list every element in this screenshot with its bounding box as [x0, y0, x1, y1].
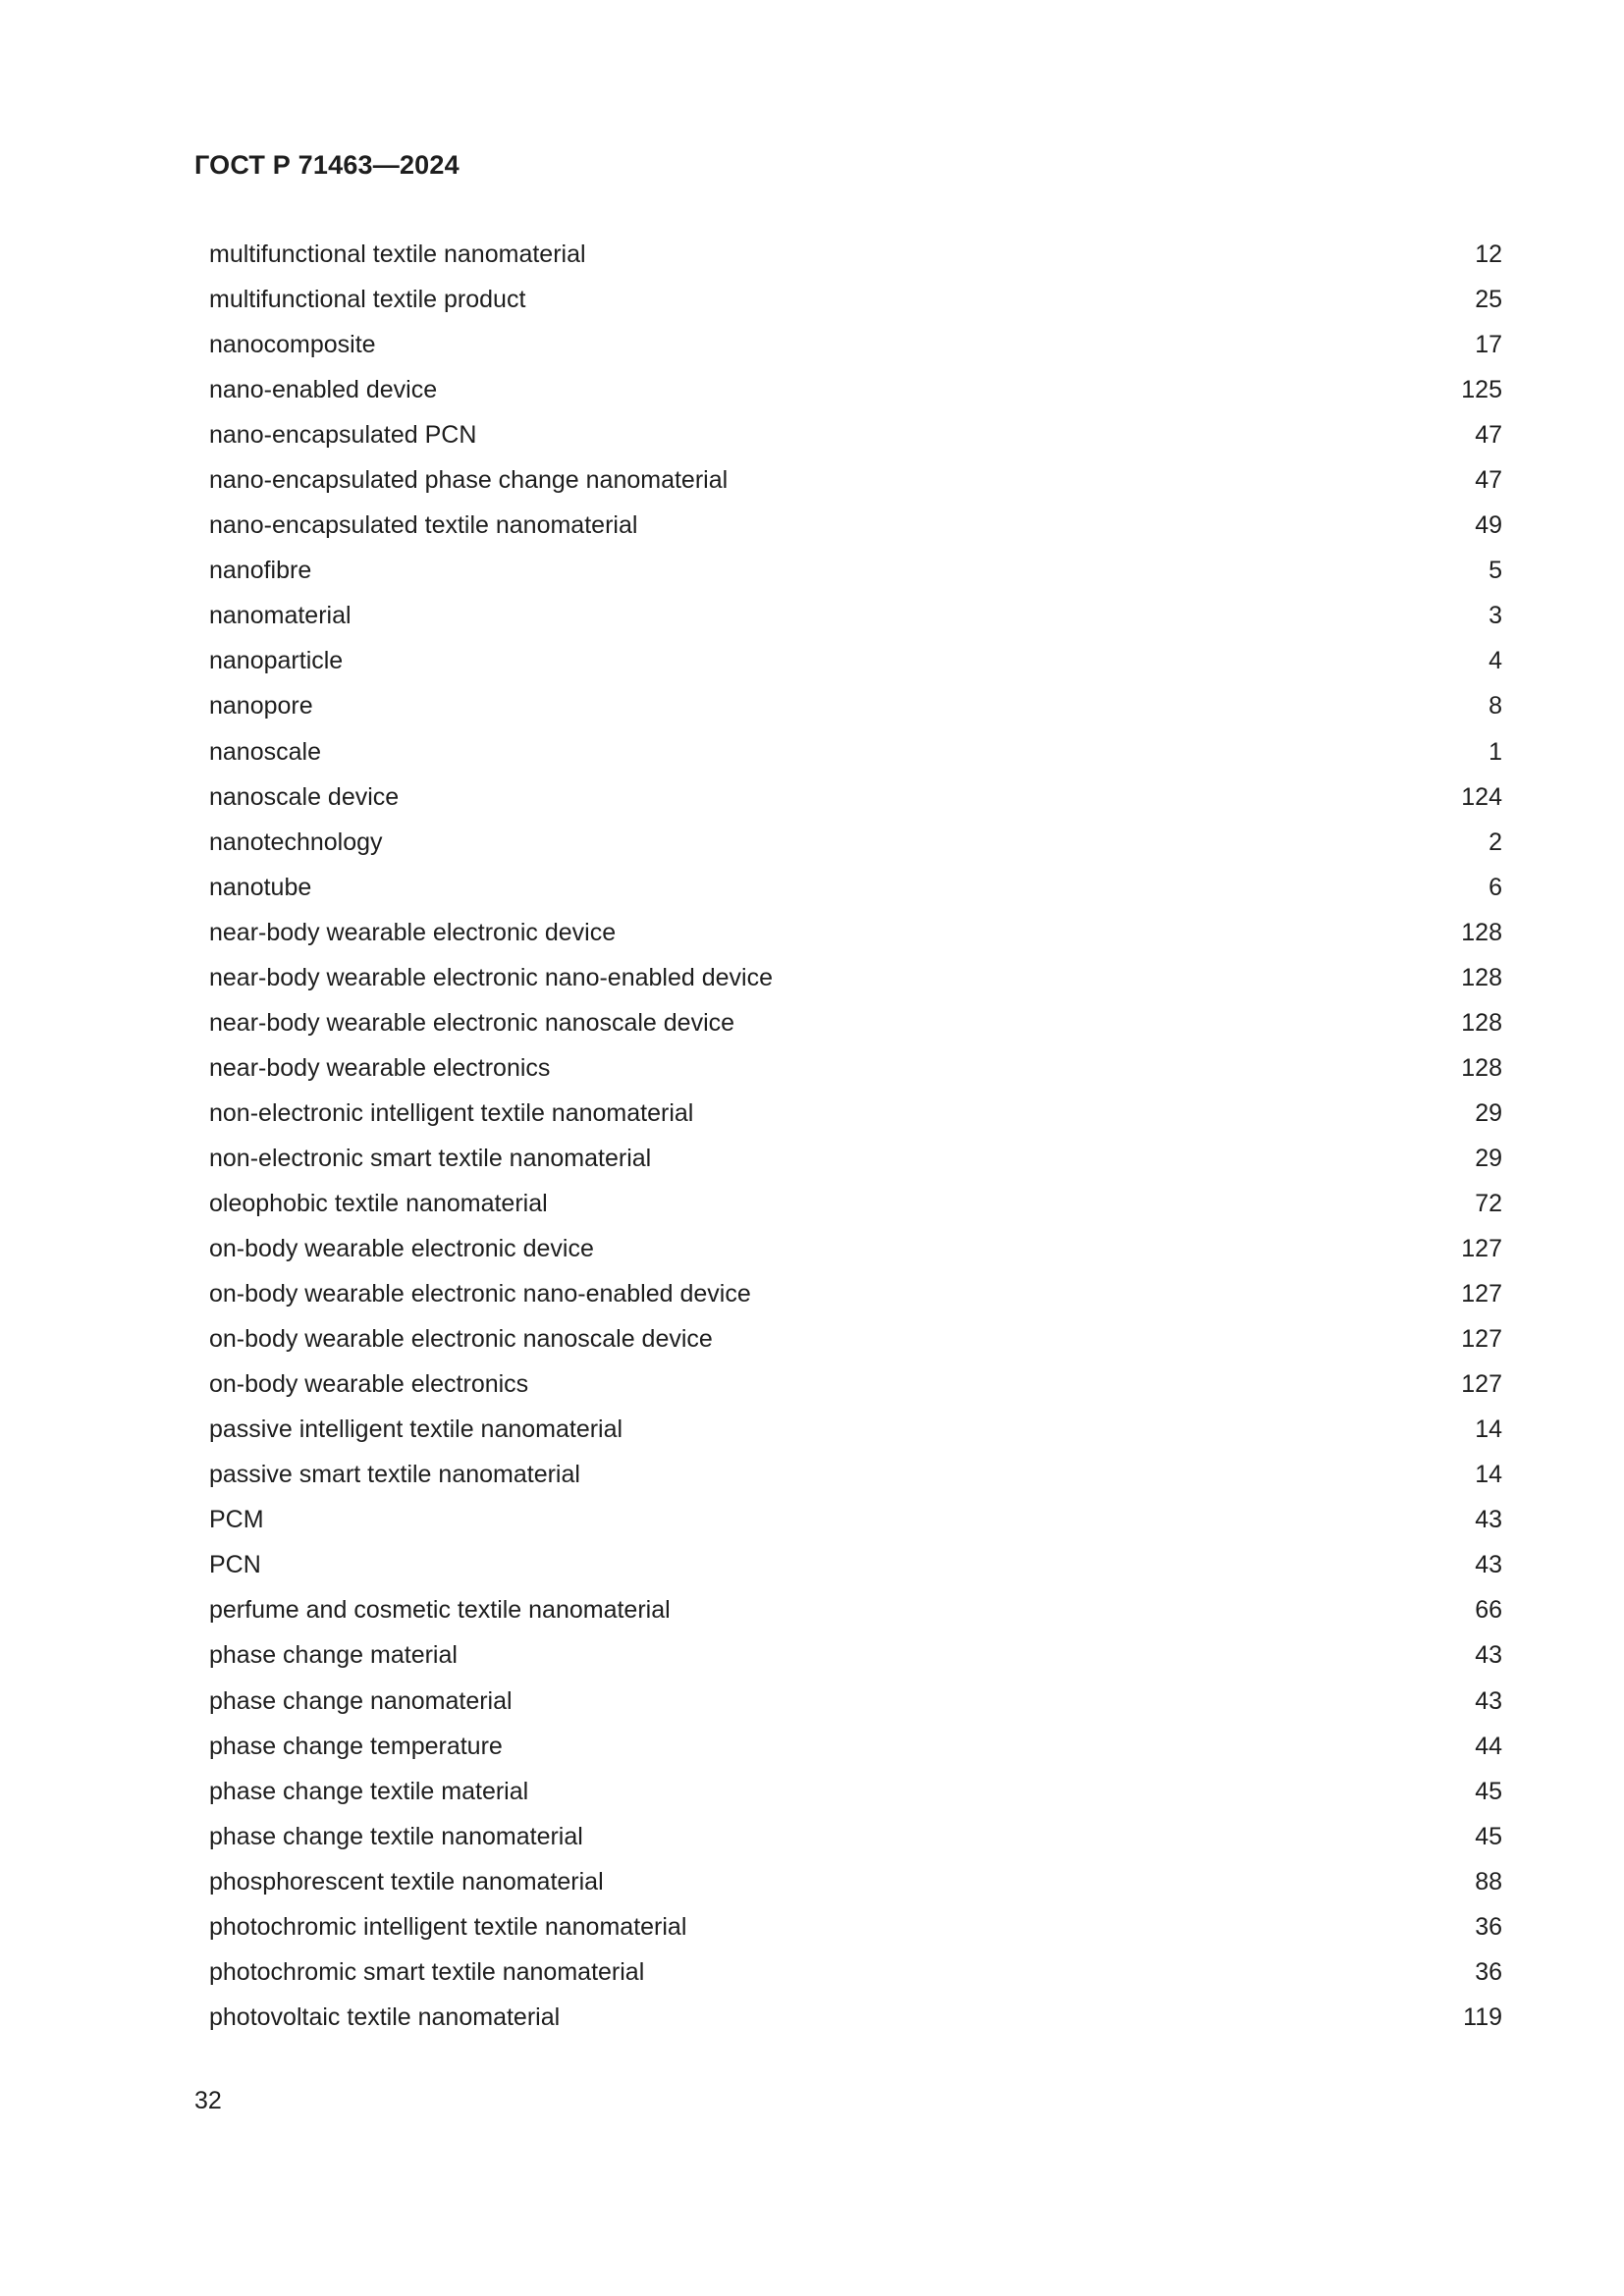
index-entry [209, 1542, 1502, 1587]
index-term: nanotechnology [209, 828, 383, 856]
index-number: 36 [1475, 1957, 1502, 1986]
index-term: on-body wearable electronic nanoscale device [209, 1325, 713, 1354]
index-term: nanoparticle [209, 647, 344, 675]
index-entry [209, 1226, 1502, 1271]
index-term: multifunctional textile product [209, 286, 526, 314]
index-entry [209, 1724, 1502, 1769]
index-number: 3 [1489, 602, 1502, 630]
index-number: 127 [1461, 1325, 1502, 1354]
index-term: nano-encapsulated PCN [209, 421, 477, 450]
index-term: photochromic intelligent textile nanomaterial [209, 1912, 687, 1941]
index-entry [209, 232, 1502, 277]
index-entry [209, 683, 1502, 728]
index-term: near-body wearable electronic device [209, 918, 617, 946]
index-entry [209, 1814, 1502, 1859]
index-entry [209, 1181, 1502, 1226]
index-number: 43 [1475, 1551, 1502, 1579]
index-number: 6 [1489, 873, 1502, 901]
index-number: 45 [1475, 1822, 1502, 1850]
index-entry [209, 865, 1502, 910]
index-entry [209, 548, 1502, 593]
index-entry [209, 1000, 1502, 1045]
index-number: 17 [1475, 331, 1502, 359]
index-entry [209, 277, 1502, 322]
index-entry [209, 1316, 1502, 1362]
index-term: perfume and cosmetic textile nanomaterial [209, 1596, 671, 1625]
index-number: 2 [1489, 828, 1502, 856]
index-term: photovoltaic textile nanomaterial [209, 2002, 561, 2031]
index-entry [209, 638, 1502, 683]
index-number: 36 [1475, 1912, 1502, 1941]
index-entry [209, 1949, 1502, 1995]
index-entry [209, 955, 1502, 1000]
index-term: oleophobic textile nanomaterial [209, 1189, 548, 1217]
index-number: 72 [1475, 1189, 1502, 1217]
index-entry [209, 1091, 1502, 1136]
index-entry [209, 1136, 1502, 1181]
index-number: 124 [1461, 782, 1502, 811]
index-entry [209, 1769, 1502, 1814]
index-number: 12 [1475, 240, 1502, 268]
index-term: phase change textile nanomaterial [209, 1822, 583, 1850]
index-term: nanopore [209, 692, 313, 721]
index-number: 1 [1489, 737, 1502, 766]
index-number: 29 [1475, 1098, 1502, 1127]
index-number: 128 [1461, 1008, 1502, 1037]
index-entry [209, 322, 1502, 367]
index-term: passive intelligent textile nanomaterial [209, 1415, 623, 1444]
index-term: phase change nanomaterial [209, 1686, 513, 1715]
index-entry [209, 1587, 1502, 1632]
index-number: 127 [1461, 1235, 1502, 1263]
index-number: 127 [1461, 1280, 1502, 1308]
index-number: 5 [1489, 557, 1502, 585]
index-entry [209, 1995, 1502, 2040]
index-number: 4 [1489, 647, 1502, 675]
index-term: nano-encapsulated phase change nanomaterial [209, 466, 729, 495]
index-term: phase change material [209, 1641, 458, 1670]
index-number: 47 [1475, 421, 1502, 450]
index-number: 88 [1475, 1867, 1502, 1896]
index-term: photochromic smart textile nanomaterial [209, 1957, 645, 1986]
index-term: nanocomposite [209, 331, 376, 359]
index-number: 29 [1475, 1144, 1502, 1172]
index-entry [209, 1452, 1502, 1497]
index-term: nanoscale device [209, 782, 400, 811]
index-entry [209, 1859, 1502, 1904]
index-entry [209, 1045, 1502, 1091]
index-number: 47 [1475, 466, 1502, 495]
index-entry [209, 412, 1502, 457]
index-entry [209, 1497, 1502, 1542]
index-number: 127 [1461, 1370, 1502, 1399]
index-entry [209, 503, 1502, 548]
index-entry [209, 910, 1502, 955]
index-number: 43 [1475, 1686, 1502, 1715]
index-term: on-body wearable electronic nano-enabled device [209, 1280, 751, 1308]
index-term: near-body wearable electronics [209, 1053, 551, 1082]
index-entry [209, 820, 1502, 865]
index-number: 43 [1475, 1641, 1502, 1670]
index-number: 44 [1475, 1732, 1502, 1760]
index-term: nanofibre [209, 557, 312, 585]
index-term: near-body wearable electronic nano-enabled device [209, 963, 773, 991]
index-entry [209, 593, 1502, 638]
index-term: non-electronic smart textile nanomaterial [209, 1144, 652, 1172]
index-term: on-body wearable electronics [209, 1370, 529, 1399]
index-number: 43 [1475, 1506, 1502, 1534]
index-number: 125 [1461, 376, 1502, 404]
index-entry [209, 1679, 1502, 1724]
index-number: 45 [1475, 1777, 1502, 1805]
index-entry [209, 457, 1502, 503]
page-number: 32 [194, 2087, 222, 2114]
index-term: nanoscale [209, 737, 321, 766]
index-term: phase change textile material [209, 1777, 529, 1805]
index-term: nanomaterial [209, 602, 352, 630]
index-term: phase change temperature [209, 1732, 503, 1760]
index-number: 14 [1475, 1461, 1502, 1489]
index-term: nano-encapsulated textile nanomaterial [209, 511, 638, 540]
index-term: near-body wearable electronic nanoscale device [209, 1008, 735, 1037]
index-entry [209, 1362, 1502, 1407]
index-entry [209, 774, 1502, 820]
index-entry [209, 729, 1502, 774]
index-entry [209, 1904, 1502, 1949]
index-number: 128 [1461, 1053, 1502, 1082]
index-entry [209, 1632, 1502, 1678]
term-index-list [209, 232, 1502, 2040]
index-term: PCM [209, 1506, 264, 1534]
index-term: non-electronic intelligent textile nanomaterial [209, 1098, 694, 1127]
index-number: 128 [1461, 963, 1502, 991]
index-term: nano-enabled device [209, 376, 438, 404]
index-term: phosphorescent textile nanomaterial [209, 1867, 604, 1896]
index-number: 128 [1461, 918, 1502, 946]
index-term: multifunctional textile nanomaterial [209, 240, 586, 268]
index-term: PCN [209, 1551, 261, 1579]
index-term: nanotube [209, 873, 312, 901]
index-number: 66 [1475, 1596, 1502, 1625]
index-entry [209, 367, 1502, 412]
document-header: ГОСТ Р 71463—2024 [194, 150, 460, 180]
index-number: 8 [1489, 692, 1502, 721]
index-number: 119 [1463, 2002, 1502, 2031]
index-number: 25 [1475, 286, 1502, 314]
index-term: passive smart textile nanomaterial [209, 1461, 580, 1489]
index-entry [209, 1271, 1502, 1316]
index-number: 49 [1475, 511, 1502, 540]
index-number: 14 [1475, 1415, 1502, 1444]
index-term: on-body wearable electronic device [209, 1235, 594, 1263]
index-entry [209, 1407, 1502, 1452]
